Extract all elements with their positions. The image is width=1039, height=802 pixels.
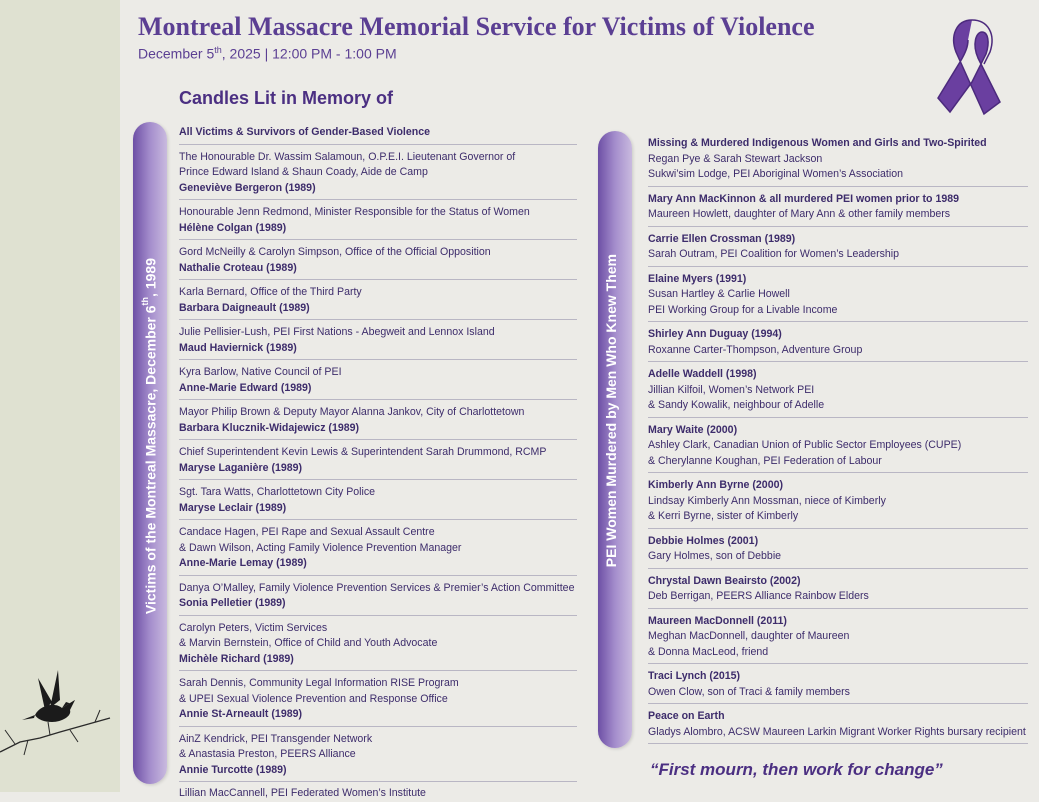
list-item: Shirley Ann Duguay (1994) Roxanne Carter-Thompson, Adventure Group (648, 326, 1028, 362)
victim-name: Maryse Laganière (1989) (179, 461, 303, 474)
list-item: The Honourable Dr. Wassim Salamoun, O.P.E.I. Lieutenant Governor of Prince Edward Island & Shaun Coady, Aide de Camp Geneviève Bergeron (1989) (179, 149, 577, 201)
bird-on-branch-icon (0, 660, 120, 770)
list-item: Sgt. Tara Watts, Charlottetown City Police Maryse Leclair (1989) (179, 484, 577, 520)
page-title: Montreal Massacre Memorial Service for Victims of Violence (138, 12, 815, 41)
list-item: Kimberly Ann Byrne (2000) Lindsay Kimberly Ann Mossman, niece of Kimberly & Kerri Byrne, sister of Kimberly (648, 477, 1028, 529)
victim-name: Barbara Daigneault (1989) (179, 301, 310, 314)
victim-name: Elaine Myers (1991) (648, 272, 747, 285)
list-item: Elaine Myers (1991) Susan Hartley & Carlie Howell PEI Working Group for a Livable Income (648, 271, 1028, 323)
list-item: Julie Pellisier-Lush, PEI First Nations - Abegweit and Lennox Island Maud Haviernick (1989) (179, 324, 577, 360)
victim-name: Debbie Holmes (2001) (648, 534, 759, 547)
victim-name: Michèle Richard (1989) (179, 652, 294, 665)
closing-quote: “First mourn, then work for change” (650, 760, 943, 779)
list-item: Mayor Philip Brown & Deputy Mayor Alanna Jankov, City of Charlottetown Barbara Klucznik-Widajewicz (1989) (179, 404, 577, 440)
purple-awareness-ribbon-icon (932, 14, 1012, 118)
list-item: Chief Superintendent Kevin Lewis & Superintendent Sarah Drummond, RCMP Maryse Laganière (1989) (179, 444, 577, 480)
victim-name: Shirley Ann Duguay (1994) (648, 328, 782, 340)
list-heading: All Victims & Survivors of Gender-Based Violence (179, 126, 431, 138)
list-item: Mary Ann MacKinnon & all murdered PEI women prior to 1989 Maureen Howlett, daughter of Mary Ann & other family members (648, 191, 1028, 227)
victim-name: Peace on Earth (648, 710, 725, 722)
list-item-last: Lillian MacCannell, PEI Federated Women’s Institute (179, 787, 426, 799)
victim-name: Sonia Pelletier (1989) (179, 597, 286, 609)
victim-name: Maud Haviernick (1989) (179, 341, 297, 354)
victim-name: Chrystal Dawn Beairsto (2002) (648, 574, 801, 587)
victim-name: Geneviève Bergeron (1989) (179, 181, 316, 194)
list-item: Debbie Holmes (2001) Gary Holmes, son of Debbie (648, 533, 1028, 569)
victim-name: Mary Waite (2000) (648, 423, 738, 436)
list-item: Adelle Waddell (1998) Jillian Kilfoil, Women’s Network PEI & Sandy Kowalik, neighbour of Adelle (648, 366, 1028, 418)
list-item: Candace Hagen, PEI Rape and Sexual Assault Centre & Dawn Wilson, Acting Family Violence Prevention Manager Anne-Marie Lemay (1989) (179, 524, 577, 576)
victim-name: Nathalie Croteau (1989) (179, 261, 297, 274)
victim-name: Annie St-Arneault (1989) (179, 708, 303, 720)
victim-name: Maryse Leclair (1989) (179, 501, 287, 514)
victim-name: Carrie Ellen Crossman (1989) (648, 232, 796, 245)
list-item: Maureen MacDonnell (2011) Meghan MacDonnell, daughter of Maureen & Donna MacLeod, friend (648, 613, 1028, 665)
list-item: Honourable Jenn Redmond, Minister Responsible for the Status of Women Hélène Colgan (1989) (179, 204, 577, 240)
victim-name: Anne-Marie Edward (1989) (179, 381, 312, 394)
victim-name: Barbara Klucznik-Widajewicz (1989) (179, 421, 360, 434)
left-column (179, 124, 577, 802)
list-item: Danya O’Malley, Family Violence Prevention Services & Premier’s Action Committee Sonia Pelletier (1989) (179, 580, 577, 616)
right-column (648, 135, 1028, 748)
list-item: Mary Waite (2000) Ashley Clark, Canadian Union of Public Sector Employees (CUPE) & Cherylanne Koughan, PEI Federation of Labour (648, 422, 1028, 474)
victim-name: Anne-Marie Lemay (1989) (179, 557, 307, 569)
list-item: Carrie Ellen Crossman (1989) Sarah Outram, PEI Coalition for Women’s Leadership (648, 231, 1028, 267)
list-item: Traci Lynch (2015) Owen Clow, son of Traci & family members (648, 668, 1028, 704)
candles-heading: Candles Lit in Memory of (179, 88, 394, 108)
list-item: Missing & Murdered Indigenous Women and Girls and Two-Spirited Regan Pye & Sarah Stewart Jackson Sukwi’sim Lodge, PEI Aboriginal Women’s Association (648, 135, 1028, 187)
list-item: Sarah Dennis, Community Legal Information RISE Program & UPEI Sexual Violence Prevention and Response Office Annie St-Arneault (1989) (179, 675, 577, 727)
list-item: Karla Bernard, Office of the Third Party Barbara Daigneault (1989) (179, 284, 577, 320)
left-pill-text: Victims of the Montreal Massacre, December 6th, 1989 (140, 258, 159, 615)
list-item: Chrystal Dawn Beairsto (2002) Deb Berrigan, PEERS Alliance Rainbow Elders (648, 573, 1028, 609)
list-item: Kyra Barlow, Native Council of PEI Anne-Marie Edward (1989) (179, 364, 577, 400)
victim-name: Traci Lynch (2015) (648, 670, 741, 682)
list-item (179, 124, 577, 145)
victim-name: Hélène Colgan (1989) (179, 221, 287, 234)
list-item: AinZ Kendrick, PEI Transgender Network & Anastasia Preston, PEERS Alliance Annie Turcotte (1989) (179, 731, 577, 783)
victim-name: Adelle Waddell (1998) (648, 368, 757, 380)
list-item: Carolyn Peters, Victim Services & Marvin Bernstein, Office of Child and Youth Advocate Michèle Richard (1989) (179, 620, 577, 672)
victim-name: Annie Turcotte (1989) (179, 763, 287, 776)
list-item: Peace on Earth Gladys Alombro, ACSW Maureen Larkin Migrant Worker Rights bursary recipient (648, 708, 1028, 744)
victim-name: Mary Ann MacKinnon & all murdered PEI women prior to 1989 (648, 192, 960, 205)
victim-name: Missing & Murdered Indigenous Women and Girls and Two-Spirited (648, 137, 987, 149)
right-pill-text: PEI Women Murdered by Men Who Knew Them (603, 254, 619, 568)
victim-name: Kimberly Ann Byrne (2000) (648, 479, 784, 491)
victim-name: Maureen MacDonnell (2011) (648, 614, 787, 627)
event-date: December 5th, 2025 | 12:00 PM - 1:00 PM (138, 45, 397, 62)
list-item: Gord McNeilly & Carolyn Simpson, Office of the Official Opposition Nathalie Croteau (1989) (179, 244, 577, 280)
